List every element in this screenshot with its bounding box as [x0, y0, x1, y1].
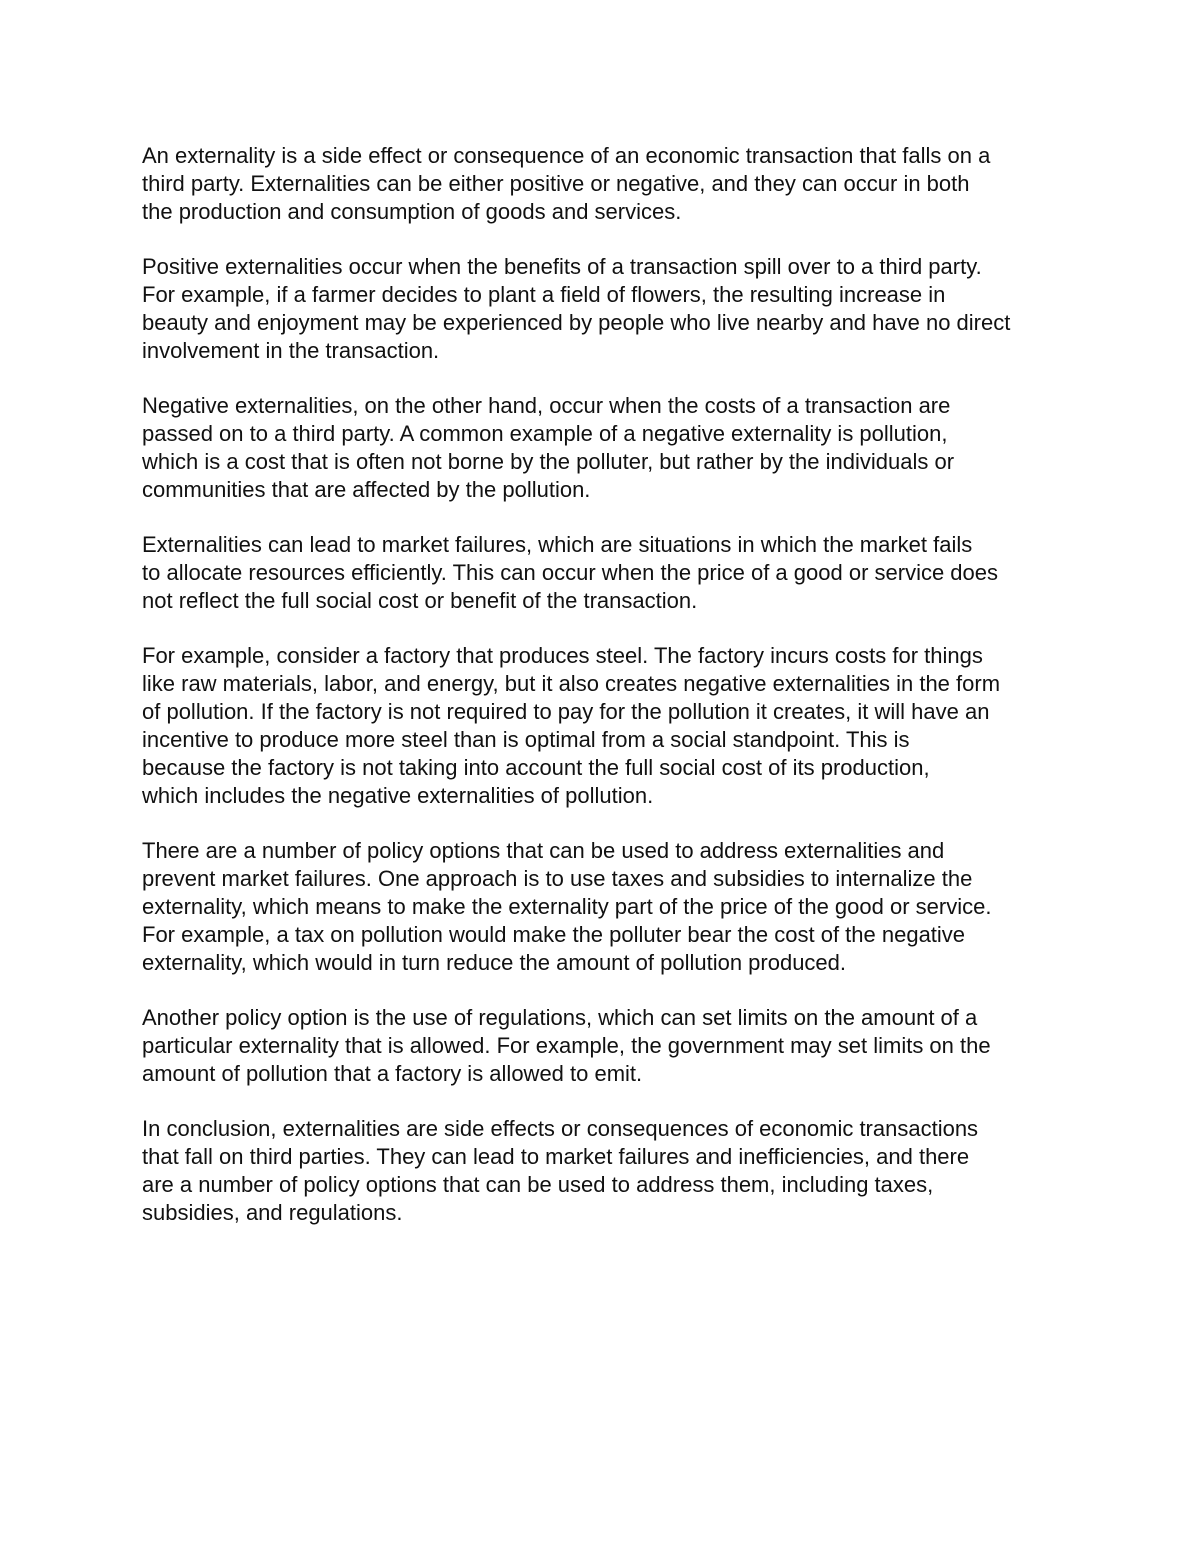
paragraph-2: Positive externalities occur when the benefits of a transaction spill over to a third party. For example, if a farmer decides to plant a field of flowers, the resulting increase in beauty and enjoyment may be experienced by people who live nearby and have no direct involvement in the transaction.: [142, 254, 1011, 363]
paragraph-8: In conclusion, externalities are side effects or consequences of economic transactions that fall on third parties. They can lead to market failures and inefficiencies, and there are a number of policy options that can be used to address them, including taxes, subsidies, and regulations.: [142, 1116, 979, 1225]
paragraph-6: There are a number of policy options that can be used to address externalities and prevent market failures. One approach is to use taxes and subsidies to internalize the externality, which means to make the externality part of the price of the good or service. For example, a tax on pollution would make the polluter bear the cost of the negative externality, which would in turn reduce the amount of pollution produced.: [142, 838, 992, 975]
paragraph-1: An externality is a side effect or consequence of an economic transaction that falls on a third party. Externalities can be either positive or negative, and they can occur in both the production and consumption of goods and services.: [142, 143, 991, 224]
paragraph-5: For example, consider a factory that produces steel. The factory incurs costs for things like raw materials, labor, and energy, but it also creates negative externalities in the form of pollution. If the factory is not required to pay for the pollution it creates, it will have an incentive to produce more steel than is optimal from a social standpoint. This is because the factory is not taking into account the full social cost of its production, which includes the negative externalities of pollution.: [142, 643, 1001, 808]
paragraph-3: Negative externalities, on the other hand, occur when the costs of a transaction are passed on to a third party. A common example of a negative externality is pollution, which is a cost that is often not borne by the polluter, but rather by the individuals or communities that are affected by the pollution.: [142, 393, 955, 502]
paragraph-4: Externalities can lead to market failures, which are situations in which the market fails to allocate resources efficiently. This can occur when the price of a good or service does not reflect the full social cost or benefit of the transaction.: [142, 532, 999, 613]
document-body: [142, 142, 1062, 1254]
paragraph-7: Another policy option is the use of regulations, which can set limits on the amount of a particular externality that is allowed. For example, the government may set limits on the amount of pollution that a factory is allowed to emit.: [142, 1005, 991, 1086]
